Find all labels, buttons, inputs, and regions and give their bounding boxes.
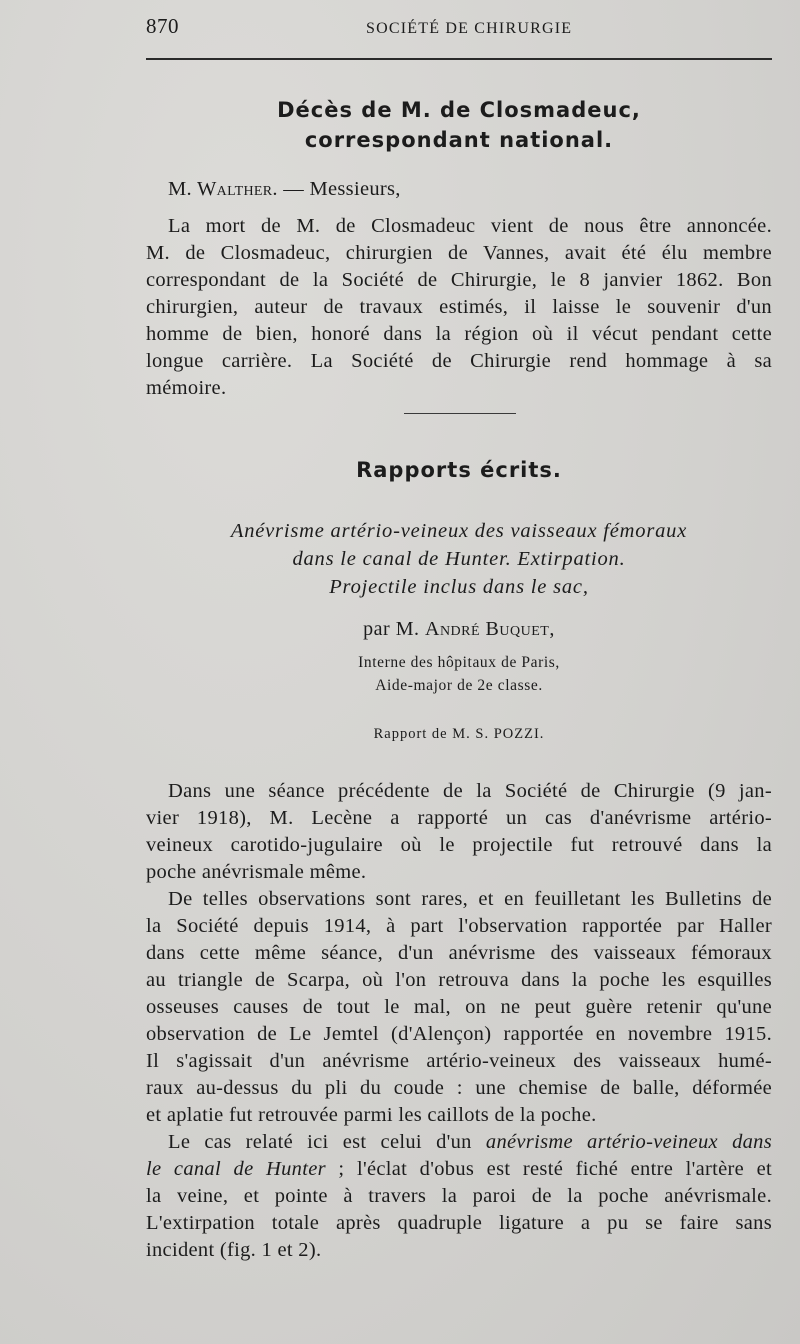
- body-line: Dans une séance précédente de la Société de Chirurgie (9 jan-: [168, 780, 772, 802]
- speaker-name: M. Walther.: [168, 178, 278, 200]
- body-line: De telles observations sont rares, et en feuilletant les Bulletins de: [168, 888, 772, 910]
- body-line: osseuses causes de tout le mal, on ne peut guère retenir qu'une: [146, 996, 772, 1018]
- body-text-italic: le canal de Hunter: [146, 1158, 326, 1180]
- body-text-italic: anévrisme artério-veineux dans: [485, 1131, 773, 1153]
- header-rule: [146, 58, 772, 60]
- body-text: Le cas relaté ici est celui d'un: [168, 1131, 486, 1153]
- obituary-line: M. de Closmadeuc, chirurgien de Vannes, avait été élu membre: [146, 242, 772, 264]
- author-role-2: Aide-major de 2e classe.: [375, 677, 543, 694]
- article-title-line-2: dans le canal de Hunter. Extirpation.: [292, 548, 626, 570]
- obituary-line: longue carrière. La Société de Chirurgie rend hommage à sa: [146, 350, 772, 372]
- running-title: SOCIÉTÉ DE CHIRURGIE: [366, 20, 573, 37]
- body-line: poche anévrismale même.: [146, 861, 367, 883]
- body-line: [168, 1131, 772, 1154]
- body-line: [146, 1158, 772, 1181]
- body-line: raux au-dessus du pli du coude : une chemise de balle, déformée: [146, 1077, 772, 1099]
- author-name: André Buquet,: [425, 618, 555, 640]
- section-title-rapports: Rapports écrits.: [356, 458, 562, 482]
- article-title-line-3: Projectile inclus dans le sac,: [329, 576, 589, 598]
- body-line: la veine, et pointe à travers la paroi de la poche anévrismale.: [146, 1185, 772, 1207]
- author-prefix: par M.: [363, 618, 425, 640]
- body-line: veineux carotido-jugulaire où le projectile fut retrouvé dans la: [146, 834, 772, 856]
- speaker-line: [168, 178, 772, 201]
- body-line: la Société depuis 1914, à part l'observation rapportée par Haller: [146, 915, 772, 937]
- body-line: L'extirpation totale après quadruple ligature a pu se faire sans: [146, 1212, 772, 1234]
- body-line: au triangle de Scarpa, où l'on retrouva dans la poche les esquilles: [146, 969, 772, 991]
- obituary-line: La mort de M. de Closmadeuc vient de nous être annoncée.: [168, 215, 772, 237]
- author-line: [146, 618, 772, 641]
- obituary-line: correspondant de la Société de Chirurgie, le 8 janvier 1862. Bon: [146, 269, 772, 291]
- body-line: vier 1918), M. Lecène a rapporté un cas d'anévrisme artério-: [146, 807, 772, 829]
- rapport-attribution: Rapport de M. S. POZZI.: [373, 726, 545, 742]
- page-number: 870: [146, 14, 179, 38]
- article-title-line-1: Anévrisme artério-veineux des vaisseaux fémoraux: [230, 520, 688, 542]
- body-text: ; l'éclat d'obus est resté fiché entre l'artère et: [325, 1158, 773, 1180]
- body-line: observation de Le Jemtel (d'Alençon) rapportée en novembre 1915.: [146, 1023, 772, 1045]
- section-title-line-1: Décès de M. de Closmadeuc,: [277, 98, 641, 122]
- body-line: dans cette même séance, d'un anévrisme des vaisseaux fémoraux: [146, 942, 772, 964]
- speaker-salutation: — Messieurs,: [277, 178, 401, 200]
- obituary-line: mémoire.: [146, 377, 227, 399]
- section-title-line-2: correspondant national.: [304, 128, 614, 152]
- obituary-line: chirurgien, auteur de travaux estimés, il laisse le souvenir d'un: [146, 296, 772, 318]
- body-line: incident (fig. 1 et 2).: [146, 1239, 322, 1261]
- section-divider: [404, 413, 516, 414]
- body-line: et aplatie fut retrouvée parmi les caillots de la poche.: [146, 1104, 597, 1126]
- body-line: Il s'agissait d'un anévrisme artério-veineux des vaisseaux humé-: [146, 1050, 772, 1072]
- author-role-1: Interne des hôpitaux de Paris,: [358, 654, 560, 671]
- obituary-line: homme de bien, honoré dans la région où il vécut pendant cette: [146, 323, 772, 345]
